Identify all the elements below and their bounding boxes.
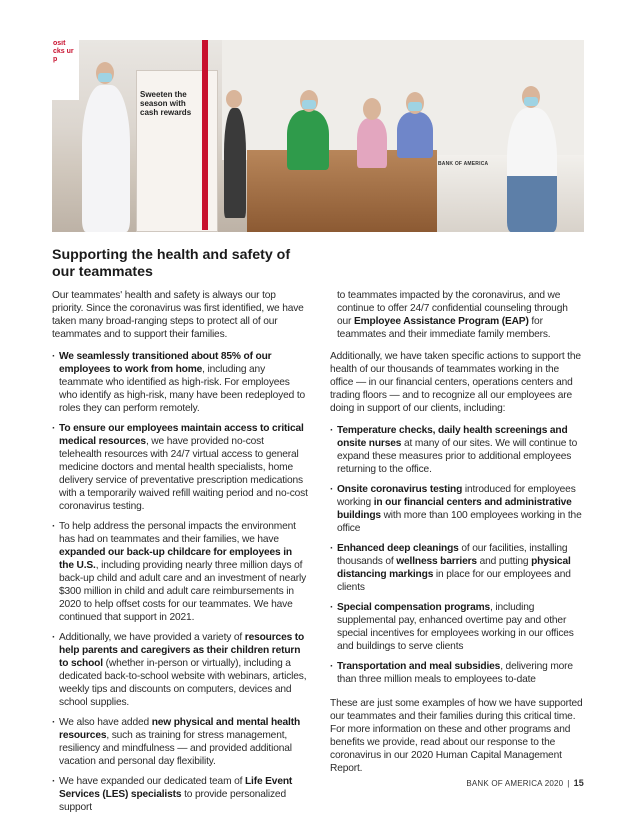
face-mask [524, 97, 538, 106]
face-mask [98, 73, 112, 82]
text-run: for teammates and their immediate family members. [337, 316, 551, 340]
footer-label: BANK OF AMERICA 2020 [466, 779, 564, 788]
side-sign: osit cks ur p [52, 40, 79, 100]
bullet-item [52, 775, 308, 814]
bold-text: Transportation and meal subsidies [337, 661, 501, 672]
hero-photo [52, 40, 584, 232]
text-run: with more than 100 employees working in the office [337, 510, 582, 534]
bullet-item [52, 422, 308, 513]
person [224, 108, 246, 218]
text-run: , including providing nearly three million days of back-up child and adult care and an investment of nearly $300 million in child and adult care reimbursements in 2020 to help offset costs for our teammates. We have continued that support in 2021. [59, 560, 307, 623]
bullet-item [52, 520, 308, 624]
text-run: , such as training for stress management, resiliency and mindfulness — and provided additional vacation and personal day flexibility. [59, 730, 292, 767]
text-run: To help address the personal impacts the environment has had on teammates and their families, we have [59, 521, 296, 545]
text-run: and putting [476, 556, 532, 567]
bold-text: Special compensation programs [337, 602, 491, 613]
bold-text: Life Event Services (LES) specialists [59, 776, 293, 800]
closing-paragraph: These are just some examples of how we have supported our teammates and their families during this critical time. For more information on these and other programs and benefits we provide, read about our response to the coronavirus in our 2020 Human Capital Management Report. [330, 698, 583, 774]
person-head [363, 98, 381, 120]
bold-text: physical distancing markings [337, 556, 571, 580]
bullet-item [330, 660, 584, 686]
text-run: of our facilities, installing thousands of [337, 543, 568, 567]
poster-text: Sweeten the season with cash rewards [140, 90, 196, 117]
person-head [226, 90, 242, 108]
text-run: , we have provided no-cost telehealth resources with 24/7 virtual access to general medicine doctors and mental health specialists, home delivery service of preventative prescription medications with a temporarily waived refill waiting period and no-cost coronavirus testing. [59, 436, 308, 512]
teller-counter [247, 150, 437, 232]
text-run: (whether in-person or virtually), including a dedicated back-to-school website with webinars, articles, weekly tips and discounts on computers, devices and school supplies. [59, 658, 307, 708]
bullet-item [52, 631, 308, 709]
intro-paragraph: Our teammates' health and safety is always our top priority. Since the coronavirus was first identified, we have taken many broad-ranging steps to protect all of our teammates and to support their families. [52, 290, 304, 340]
bold-text: resources to help parents and caregivers as their children return to school [59, 632, 305, 669]
bullet-item [52, 350, 308, 415]
bullet-item [330, 542, 584, 594]
bullet-item [330, 424, 584, 476]
text-run: to teammates impacted by the coronavirus, and we continue to offer 24/7 confidential counseling through our [337, 290, 568, 327]
text-run: at many of our sites. We will continue to expand these measures prior to additional employees returning to the office. [337, 438, 578, 475]
text-run: We also have added [59, 717, 152, 728]
text-run: to provide personalized support [59, 789, 286, 813]
bold-text: Enhanced deep cleanings [337, 543, 459, 554]
bullet-item [52, 716, 308, 768]
right-column [330, 289, 584, 784]
face-mask [302, 100, 316, 109]
bold-text: new physical and mental health resources [59, 717, 301, 741]
person [397, 112, 433, 158]
left-column [52, 289, 308, 821]
bold-text: Employee Assistance Program (EAP) [353, 316, 529, 327]
text-run: , including supplemental pay, enhanced overtime pay and other special incentives for employees working in our offices and buildings to serve clients [337, 602, 574, 652]
footer-separator: | [567, 779, 570, 788]
bold-text: Temperature checks, daily health screenings and onsite nurses [337, 425, 568, 449]
bullet-list [330, 424, 584, 686]
bold-text: We seamlessly transitioned about 85% of our employees to work from home [59, 351, 272, 375]
text-run: in place for our employees and clients [337, 569, 571, 593]
text-run: , delivering more than three million meals to employees to-date [337, 661, 573, 685]
bullet-list [52, 350, 308, 814]
bold-text: in our financial centers and administrative buildings [337, 497, 572, 521]
text-run: We have expanded our dedicated team of [59, 776, 245, 787]
person [507, 108, 557, 232]
face-mask [408, 102, 422, 111]
bold-text: To ensure our employees maintain access to critical medical resources [59, 423, 304, 447]
bold-text: wellness barriers [396, 556, 477, 567]
page-number: 15 [573, 778, 584, 788]
text-run: , including any teammate who identified as high-risk. For employees who identify as high-risk, many have been redeployed to roles they can perform remotely. [59, 364, 306, 414]
section-heading: Supporting the health and safety of our teammates [52, 247, 291, 280]
text-run: Additionally, we have provided a variety of [59, 632, 245, 643]
bullet-item [330, 483, 584, 535]
intro-paragraph: Additionally, we have taken specific actions to support the health of our thousands of teammates working in the office — in our financial centers, operations centers and trading floors — and to recognize all our employees are doing in support of our clients, including: [330, 351, 581, 414]
person [287, 110, 329, 170]
text-run: introduced for employees working [337, 484, 576, 508]
poster-ribbon [202, 40, 208, 230]
bank-sign: BANK OF AMERICA [438, 161, 489, 167]
person [82, 85, 130, 232]
person [357, 118, 387, 168]
bold-text: expanded our back-up childcare for employees in the U.S. [59, 547, 292, 571]
page-footer [466, 778, 584, 789]
continuation-paragraph [330, 289, 584, 341]
bold-text: Onsite coronavirus testing [337, 484, 463, 495]
bullet-item [330, 601, 584, 653]
